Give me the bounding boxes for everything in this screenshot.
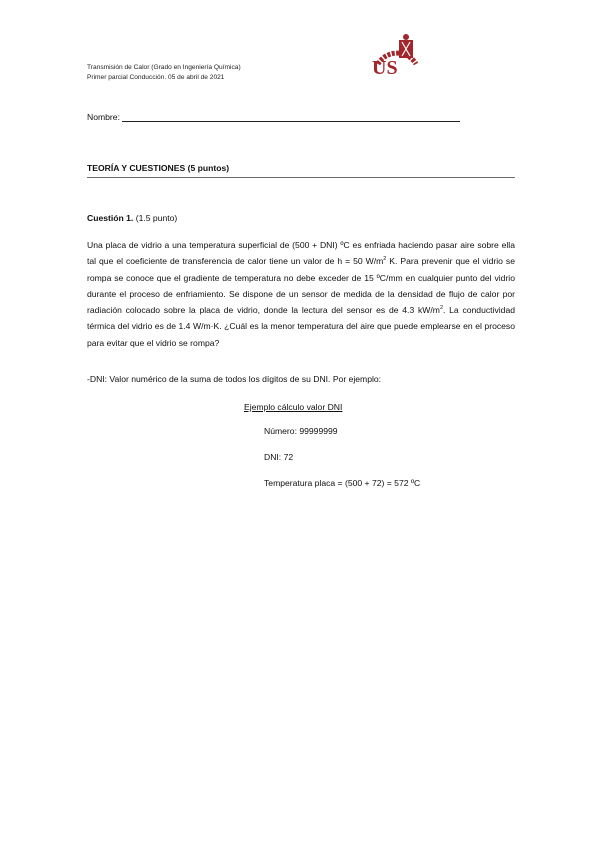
name-input-line[interactable] <box>122 111 460 122</box>
superscript-2: 2 <box>383 256 387 263</box>
superscript-2b: 2 <box>439 305 443 312</box>
university-logo <box>366 24 428 76</box>
dni-note: -DNI: Valor numérico de la suma de todos los dígitos de su DNI. Por ejemplo: <box>87 374 382 384</box>
logo-letters: US <box>372 57 398 76</box>
question-points: (1.5 punto) <box>135 213 178 223</box>
name-field-row <box>87 111 460 122</box>
question-body-part-1: Una placa de vidrio a una temperatura superficial de (500 + DNI) ºC es enfriada haciendo pasar aire sobre ella tal que el coeficiente de transferencia de calor tiene un valor de h = 50 W/m <box>87 240 515 267</box>
question-body-part-2: K. Para prevenir que el vidrio se rompa se conoce que el gradiente de temperatura no debe exceder de 15 ºC/mm en cualquier punto del vidrio durante el proceso de enfriamiento. Se dispone de un sensor de medida de la densidad de flujo de calor por radiación colocado sobre la placa de vidrio, donde la lectura del sensor es de 4.3 kW/m <box>87 256 515 316</box>
course-line: Transmisión de Calor (Grado en Ingeniería Química) <box>87 64 241 71</box>
section-divider <box>87 177 515 178</box>
question-body-part-3: . La conductividad térmica del vidrio es de 1.4 W/m·K. ¿Cuál es la menor temperatura del aire que puede emplearse en el proceso para evitar que el vidrio se rompa? <box>87 305 516 348</box>
question-number: Cuestión 1. <box>87 213 134 223</box>
name-label: Nombre: <box>87 112 120 122</box>
example-title: Ejemplo cálculo valor DNI <box>244 402 343 412</box>
question-heading <box>87 213 177 223</box>
question-body <box>87 237 515 351</box>
example-numero: Número: 99999999 <box>264 426 338 436</box>
example-temperatura: Temperatura placa = (500 + 72) = 572 ºC <box>264 478 421 488</box>
example-dni: DNI: 72 <box>264 452 294 462</box>
section-title: TEORÍA Y CUESTIONES (5 puntos) <box>87 163 230 173</box>
exam-line: Primer parcial Conducción. 05 de abril de 2021 <box>87 74 225 81</box>
course-header <box>87 63 241 83</box>
